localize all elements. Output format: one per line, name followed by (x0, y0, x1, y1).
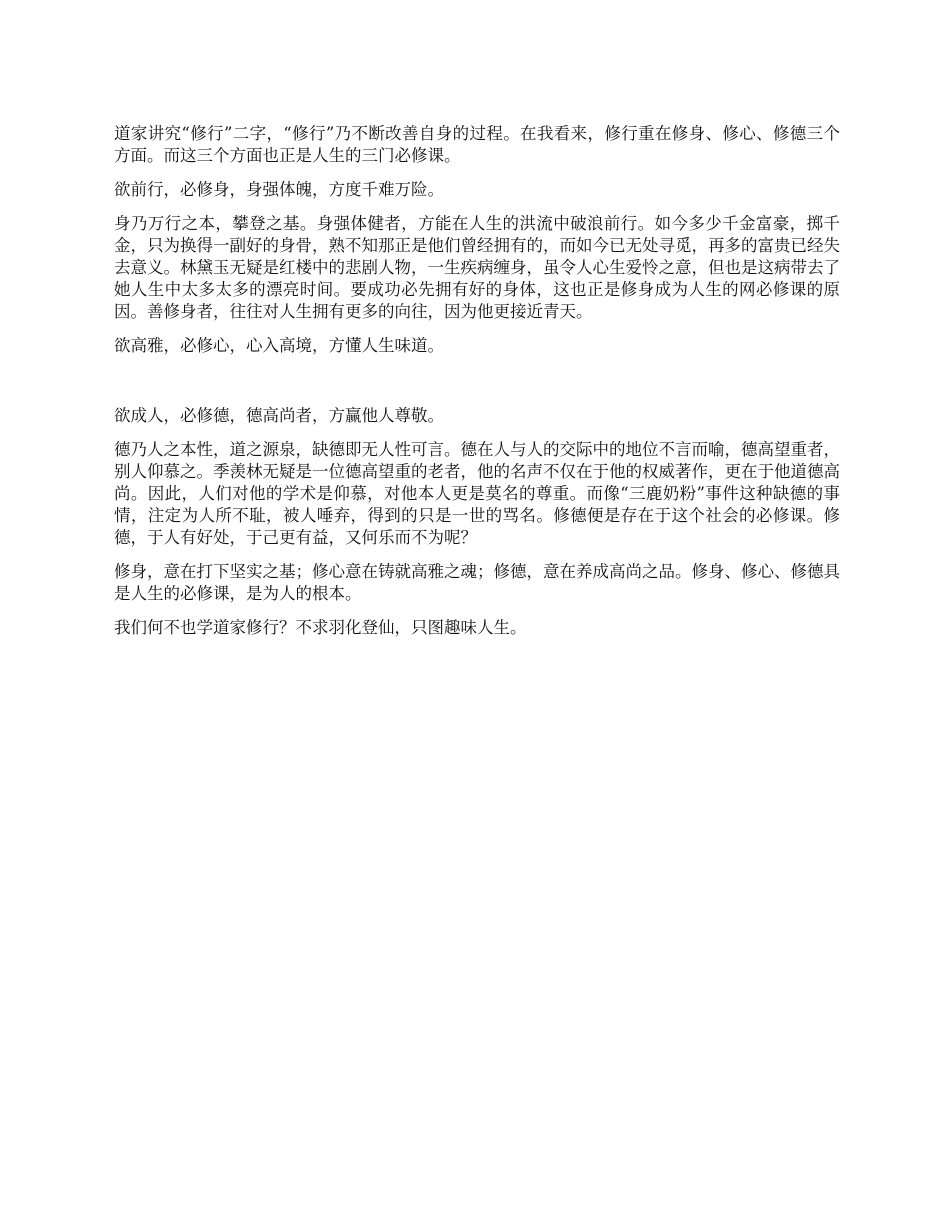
paragraph-xiuxin-heading: 欲高雅，必修心，心入高境，方懂人生味道。 (114, 336, 444, 355)
paragraph-xiushen-heading: 欲前行，必修身，身强体魄，方度千难万险。 (114, 180, 444, 199)
document-body (114, 123, 840, 651)
paragraph-conclusion: 我们何不也学道家修行？不求羽化登仙，只图趣味人生。 (114, 618, 527, 637)
paragraph-intro: 道家讲究“修行”二字，“修行”乃不断改善自身的过程。在我看来，修行重在修身、修心、修德三个方面。而这三个方面也正是人生的三门必修课。 (114, 124, 840, 165)
paragraph-xiude-body: 德乃人之本性，道之源泉，缺德即无人性可言。德在人与人的交际中的地位不言而喻，德高望重者，别人仰慕之。季羡林无疑是一位德高望重的老者，他的名声不仅在于他的权威著作，更在于他道德高尚。因此，人们对他的学术是仰慕，对他本人更是莫名的尊重。而像“三鹿奶粉”事件这种缺德的事情，注定为人所不耻，被人唾弃，得到的只是一世的骂名。修德便是存在于这个社会的必修课。修德，于人有好处，于己更有益，又何乐而不为呢？ (114, 440, 840, 547)
paragraph-xiushen-body: 身乃万行之本，攀登之基。身强体健者，方能在人生的洪流中破浪前行。如今多少千金富豪，掷千金，只为换得一副好的身骨，熟不知那正是他们曾经拥有的，而如今已无处寻觅，再多的富贵已经失去意义。林黛玉无疑是红楼中的悲剧人物，一生疾病缠身，虽令人心生爱怜之意，但也是这病带去了她人生中太多太多的漂亮时间。要成功必先拥有好的身体，这也正是修身成为人生的网必修课的原因。善修身者，往往对人生拥有更多的向往，因为他更接近青天。 (114, 214, 840, 321)
blank-gap (114, 369, 840, 405)
paragraph-xiude-heading: 欲成人，必修德，德高尚者，方赢他人尊敬。 (114, 406, 444, 425)
paragraph-summary: 修身，意在打下坚实之基；修心意在铸就高雅之魂；修德，意在养成高尚之品。修身、修心、修德具是人生的必修课，是为人的根本。 (114, 562, 840, 603)
